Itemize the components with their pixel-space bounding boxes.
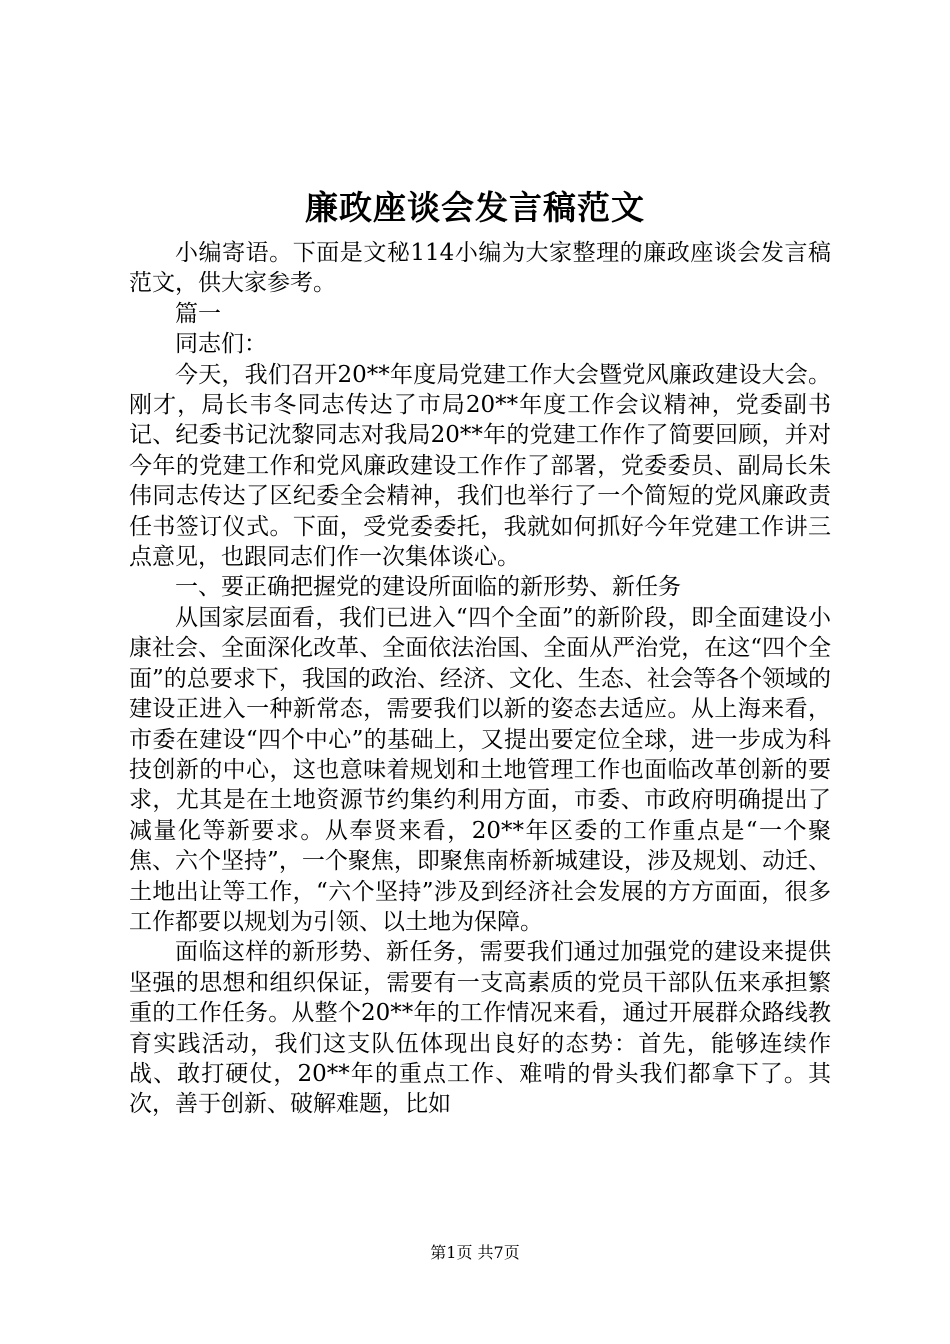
paragraph-section-label: 篇一 bbox=[175, 300, 221, 327]
document-title: 廉政座谈会发言稿范文 bbox=[305, 188, 645, 227]
paragraph-intro: 小编寄语。下面是文秘114小编为大家整理的廉政座谈会发言稿范文，供大家参考。 bbox=[129, 240, 831, 297]
paragraph-heading-1: 一、要正确把握党的建设所面临的新形势、新任务 bbox=[175, 574, 681, 601]
paragraph-national-level: 从国家层面看，我们已进入“四个全面”的新阶段，即全面建设小康社会、全面深化改革、全面依法治国、全面从严治党，在这“四个全面”的总要求下，我国的政治、经济、文化、生态、社会等各个领域的建设正进入一种新常态，需要我们以新的姿态去适应。从上海来看，市委在建设“四个中心”的基础上，又提出要定位全球，进一步成为科技创新的中心，这也意味着规划和土地管理工作也面临改革创新的要求，尤其是在土地资源节约集约利用方面，市委、市政府明确提出了减量化等新要求。从奉贤来看，20**年区委的工作重点是“一个聚焦、六个坚持”，一个聚焦，即聚焦南桥新城建设，涉及规划、动迁、土地出让等工作，“六个坚持”涉及到经济社会发展的方方面面，很多工作都要以规划为引领、以土地为保障。 bbox=[129, 604, 831, 935]
paragraph-new-situation: 面临这样的新形势、新任务，需要我们通过加强党的建设来提供坚强的思想和组织保证，需要有一支高素质的党员干部队伍来承担繁重的工作任务。从整个20**年的工作情况来看，通过开展群众路线教育实践活动，我们这支队伍体现出良好的态势：首先，能够连续作战、敢打硬仗，20**年的重点工作、难啃的骨头我们都拿下了。其次，善于创新、破解难题，比如 bbox=[129, 939, 831, 1118]
page-footer: 第1页 共7页 bbox=[430, 1243, 520, 1262]
paragraph-opening: 今天，我们召开20**年度局党建工作大会暨党风廉政建设大会。刚才，局长韦冬同志传达了市局20**年度工作会议精神，党委副书记、纪委书记沈黎同志对我局20**年的党建工作作了简要回顾，并对今年的党建工作和党风廉政建设工作作了部署，党委委员、副局长朱伟同志传达了区纪委全会精神，我们也举行了一个简短的党风廉政责任书签订仪式。下面，受党委委托，我就如何抓好今年党建工作讲三点意见，也跟同志们作一次集体谈心。 bbox=[129, 361, 831, 571]
document-body bbox=[129, 238, 831, 1120]
paragraph-salutation: 同志们： bbox=[175, 331, 267, 358]
